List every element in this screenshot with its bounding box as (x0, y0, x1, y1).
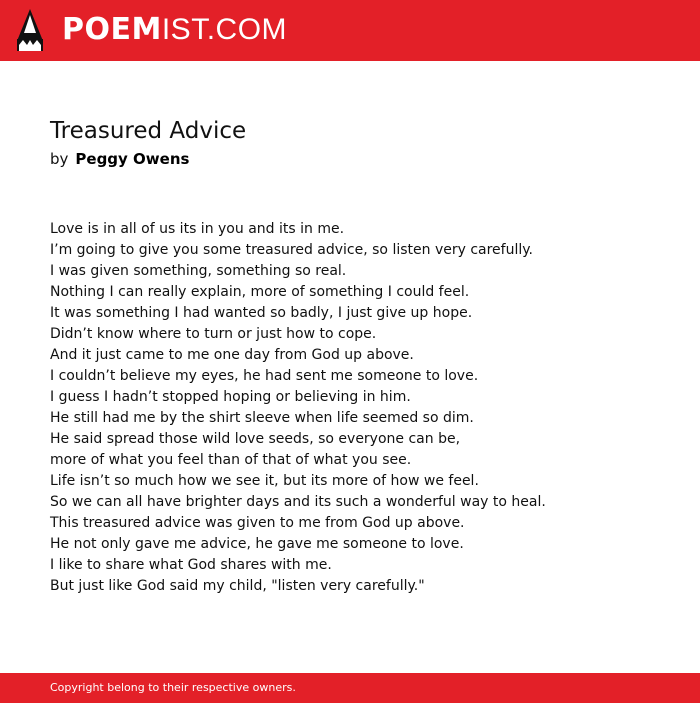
poem-line: This treasured advice was given to me from God up above. (50, 515, 465, 531)
poem-line: He not only gave me advice, he gave me someone to love. (50, 536, 464, 552)
pencil-tip-icon[interactable] (17, 9, 43, 51)
poem-line: I couldn’t believe my eyes, he had sent me someone to love. (50, 368, 479, 384)
poem-line: I guess I hadn’t stopped hoping or believing in him. (50, 389, 411, 405)
byline (50, 149, 189, 169)
brand-name-light: IST.COM (161, 13, 288, 46)
by-label: by (50, 150, 69, 168)
poem-line: I was given something, something so real. (50, 263, 347, 279)
poem-line: And it just came to me one day from God up above. (50, 347, 414, 363)
site-footer (0, 673, 700, 703)
poem-line: Nothing I can really explain, more of something I could feel. (50, 284, 470, 300)
poem-title: Treasured Advice (50, 118, 247, 144)
site-logo-link[interactable] (62, 13, 287, 47)
poem-line: Didn’t know where to turn or just how to cope. (50, 326, 377, 342)
poem-line: Love is in all of us its in you and its in me. (50, 221, 345, 237)
poem-line: It was something I had wanted so badly, I just give up hope. (50, 305, 473, 321)
poem-line: He said spread those wild love seeds, so everyone can be, (50, 431, 461, 447)
site-header (0, 0, 700, 61)
poem-line: But just like God said my child, "listen very carefully." (50, 578, 425, 594)
brand-name-bold: POEM (62, 12, 162, 47)
poem-body (50, 219, 546, 597)
poem-line: So we can all have brighter days and its such a wonderful way to heal. (50, 494, 546, 510)
author-name: Peggy Owens (75, 150, 190, 168)
copyright-notice: Copyright belong to their respective owners. (50, 681, 296, 694)
poem-line: I’m going to give you some treasured advice, so listen very carefully. (50, 242, 533, 258)
poem-line: more of what you feel than of that of what you see. (50, 452, 412, 468)
poem-line: He still had me by the shirt sleeve when life seemed so dim. (50, 410, 474, 426)
poem-line: I like to share what God shares with me. (50, 557, 332, 573)
poem-line: Life isn’t so much how we see it, but its more of how we feel. (50, 473, 479, 489)
